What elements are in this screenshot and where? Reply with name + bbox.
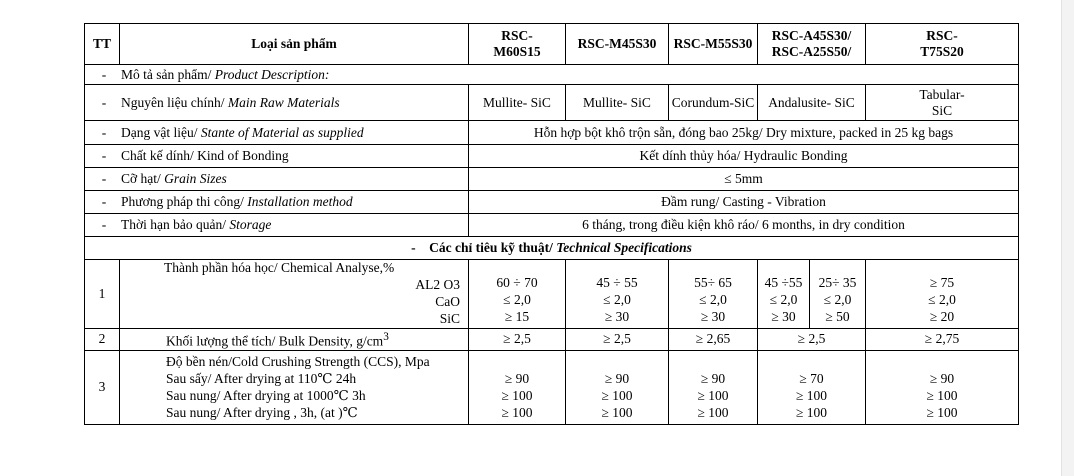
bullet-dash: - xyxy=(101,194,107,209)
ccs-value: ≥ 100 xyxy=(501,404,533,420)
description-label-en: Product Description: xyxy=(214,66,330,82)
density-value: ≥ 2,5 xyxy=(566,329,669,351)
raw-material-value: Corundum-SiC xyxy=(669,85,758,121)
row-number: 3 xyxy=(85,350,120,424)
chem-value: 55÷ 65 xyxy=(694,274,732,290)
product-header-line: RSC-A45S30/ xyxy=(771,28,852,43)
ccs-values-t75s20 xyxy=(866,350,1019,424)
installation-label-en: Installation method xyxy=(247,194,353,209)
installation-label-vi: Phương pháp thi công/ xyxy=(121,194,248,209)
grain-value: ≤ 5mm xyxy=(469,168,1019,191)
density-value: ≥ 2,65 xyxy=(669,329,758,351)
density-unit-sup: 3 xyxy=(383,331,389,343)
bullet-dash: - xyxy=(101,124,107,140)
ccs-values-m45s30 xyxy=(566,350,669,424)
grain-label-vi: Cỡ hạt/ xyxy=(121,171,165,186)
product-spec-table xyxy=(84,23,1019,425)
chem-value: ≥ 75 xyxy=(929,274,955,290)
tech-spec-label-vi: Các chỉ tiêu kỹ thuật/ xyxy=(429,240,557,255)
ccs-row xyxy=(85,350,1019,424)
ccs-value: ≥ 100 xyxy=(697,387,729,403)
chem-value: ≥ 20 xyxy=(929,308,955,324)
product-type-header: Loại sản phẩm xyxy=(120,24,469,65)
tabular-line: Tabular- xyxy=(919,86,965,102)
chem-value: ≥ 50 xyxy=(825,308,850,324)
chem-value: ≤ 2,0 xyxy=(699,291,727,307)
ccs-line: Sau sấy/ After drying at 110℃ 24h xyxy=(166,371,357,386)
description-label-vi: Mô tả sản phẩm/ xyxy=(121,66,215,82)
raw-materials-label-en: Main Raw Materials xyxy=(227,94,340,110)
chemical-label-block xyxy=(120,260,468,326)
chem-values-a45s30 xyxy=(758,260,810,329)
chem-values-t75s20 xyxy=(866,260,1019,329)
bonding-row xyxy=(85,145,1019,168)
ccs-value: ≥ 100 xyxy=(601,404,633,420)
ccs-value: ≥ 100 xyxy=(697,404,729,420)
product-header-m55s30 xyxy=(669,24,758,65)
product-header-m45s30 xyxy=(566,24,669,65)
product-header-line: RSC-M45S30 xyxy=(577,36,657,51)
chem-value: ≤ 2,0 xyxy=(769,291,798,307)
bullet-dash: - xyxy=(101,171,107,186)
installation-value: Đầm rung/ Casting - Vibration xyxy=(469,191,1019,214)
ccs-value: ≥ 100 xyxy=(795,387,828,403)
product-header-line: RSC-M55S30 xyxy=(673,36,753,51)
ccs-value: ≥ 100 xyxy=(926,387,958,403)
bullet-dash: - xyxy=(101,66,107,82)
ccs-values-a45s30 xyxy=(758,350,866,424)
bullet-dash: - xyxy=(101,148,107,163)
product-header-m60s15 xyxy=(469,24,566,65)
ccs-value: ≥ 100 xyxy=(795,404,828,420)
product-header-line: M60S15 xyxy=(493,44,541,59)
installation-row xyxy=(85,191,1019,214)
density-label: Khối lượng thể tích/ Bulk Density, g/cm xyxy=(166,333,384,349)
raw-material-value: Andalusite- SiC xyxy=(758,85,866,121)
chem-values-a25s50 xyxy=(810,260,866,329)
grain-label-en: Grain Sizes xyxy=(164,171,227,186)
ccs-line: Sau nung/ After drying , 3h, (at )℃ xyxy=(166,405,358,420)
state-label-en: Stante of Material as supplied xyxy=(200,124,364,140)
ccs-value: ≥ 90 xyxy=(700,370,726,386)
bullet-dash: - xyxy=(411,240,416,255)
row-number: 2 xyxy=(85,329,120,351)
chem-value: 45 ÷55 xyxy=(764,274,803,290)
chem-value: ≥ 15 xyxy=(504,308,530,324)
raw-material-value: Mullite- SiC xyxy=(469,85,566,121)
chem-value: ≥ 30 xyxy=(604,308,630,324)
chem-value: ≤ 2,0 xyxy=(928,291,956,307)
component-al2o3: AL2 O3 xyxy=(415,277,460,292)
storage-value: 6 tháng, trong điều kiện khô ráo/ 6 months, in dry condition xyxy=(469,214,1019,237)
ccs-value: ≥ 90 xyxy=(504,370,530,386)
product-header-line: RSC-A25S50/ xyxy=(771,44,852,59)
component-sic: SiC xyxy=(439,311,460,326)
raw-materials-row xyxy=(85,85,1019,121)
grain-row xyxy=(85,168,1019,191)
ccs-value: ≥ 90 xyxy=(929,370,955,386)
bullet-dash: - xyxy=(101,94,107,110)
product-header-a45s30 xyxy=(758,24,866,65)
chem-values-m45s30 xyxy=(566,260,669,329)
ccs-line: Sau nung/ After drying at 1000℃ 3h xyxy=(166,388,366,403)
ccs-value: ≥ 70 xyxy=(799,370,824,386)
ccs-value: ≥ 90 xyxy=(604,370,630,386)
product-header-line: T75S20 xyxy=(920,44,964,59)
chem-value: ≥ 30 xyxy=(771,308,796,324)
bonding-label: Chất kế dính/ Kind of Bonding xyxy=(121,148,289,163)
ccs-value: ≥ 100 xyxy=(501,387,533,403)
bullet-dash: - xyxy=(101,217,107,232)
raw-materials-label-vi: Nguyên liệu chính/ xyxy=(121,94,228,110)
product-header-line: RSC- xyxy=(926,28,958,43)
storage-label-vi: Thời hạn bảo quản/ xyxy=(121,217,230,232)
chem-value: ≤ 2,0 xyxy=(823,291,852,307)
chem-value: 25÷ 35 xyxy=(818,274,857,290)
chem-value: ≤ 2,0 xyxy=(603,291,631,307)
chemical-row xyxy=(85,260,1019,329)
header-row xyxy=(85,24,1019,65)
density-value: ≥ 2,75 xyxy=(866,329,1019,351)
ccs-values-m60s15 xyxy=(469,350,566,424)
chem-value: ≥ 30 xyxy=(700,308,726,324)
tech-spec-heading xyxy=(85,237,1019,260)
chem-value: ≤ 2,0 xyxy=(503,291,531,307)
chem-values-m60s15 xyxy=(469,260,566,329)
density-value: ≥ 2,5 xyxy=(469,329,566,351)
component-cao: CaO xyxy=(435,294,460,309)
density-row xyxy=(85,329,1019,351)
state-value: Hỗn hợp bột khô trộn sẵn, đóng bao 25kg/ Dry mixture, packed in 25 kg bags xyxy=(469,121,1019,145)
density-value: ≥ 2,5 xyxy=(758,329,866,351)
product-header-line: RSC- xyxy=(501,28,533,43)
tech-spec-heading-row xyxy=(85,237,1019,260)
bonding-value: Kết dính thủy hóa/ Hydraulic Bonding xyxy=(469,145,1019,168)
tabular-line: SiC xyxy=(931,102,953,118)
storage-row xyxy=(85,214,1019,237)
ccs-value: ≥ 100 xyxy=(601,387,633,403)
state-row xyxy=(85,121,1019,145)
storage-label-en: Storage xyxy=(229,217,272,232)
vertical-scrollbar[interactable] xyxy=(1061,0,1074,476)
tt-header: TT xyxy=(85,24,120,65)
row-number: 1 xyxy=(85,260,120,329)
ccs-value: ≥ 100 xyxy=(926,404,958,420)
chemical-title: Thành phần hóa học/ Chemical Analyse,% xyxy=(164,260,395,275)
raw-material-tabular xyxy=(866,85,1019,121)
state-label-vi: Dạng vật liệu/ xyxy=(121,124,201,140)
ccs-title: Độ bền nén/Cold Crushing Strength (CCS), Mpa xyxy=(166,354,430,369)
ccs-values-m55s30 xyxy=(669,350,758,424)
chem-values-m55s30 xyxy=(669,260,758,329)
tech-spec-label-en: Technical Specifications xyxy=(556,240,692,255)
chem-value: 45 ÷ 55 xyxy=(596,274,638,290)
description-row xyxy=(85,65,1019,85)
raw-material-value: Mullite- SiC xyxy=(566,85,669,121)
chem-value: 60 ÷ 70 xyxy=(496,274,538,290)
product-header-t75s20 xyxy=(866,24,1019,65)
